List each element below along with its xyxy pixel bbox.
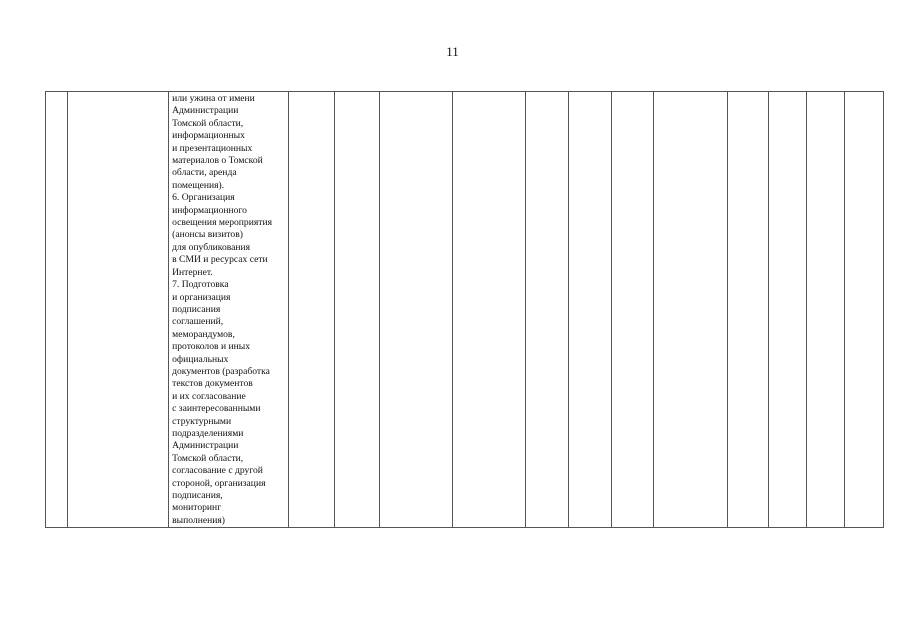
table-cell [768, 92, 806, 528]
table-cell [335, 92, 380, 528]
document-table [45, 91, 884, 528]
table-cell-description: или ужина от имени Администрации Томской области, информационных и презентационных материалов о Томской области, аренда помещения). 6. Организация информационного освещения мероприятия (анонсы визитов) для опубликования в СМИ и ресурсах сети Интернет. 7. Подготовка и организация подписания соглашений, меморандумов, протоколов и иных официальных документов (разработка текстов документов и их согласование с заинтересованными структурными подразделениями Администрации Томской области, согласование с другой стороной, организация подписания, мониторинг выполнения) [169, 92, 289, 528]
table-cell [525, 92, 568, 528]
table-cell-number [46, 92, 68, 528]
table-cell [806, 92, 844, 528]
table-cell [289, 92, 335, 528]
table-cell [380, 92, 453, 528]
table-cell [653, 92, 727, 528]
table-cell [568, 92, 611, 528]
table-cell [727, 92, 768, 528]
page-number: 11 [446, 44, 459, 59]
table-cell [844, 92, 883, 528]
table-cell [453, 92, 525, 528]
table-cell-name [68, 92, 169, 528]
table-cell [611, 92, 653, 528]
table-row [46, 92, 884, 528]
